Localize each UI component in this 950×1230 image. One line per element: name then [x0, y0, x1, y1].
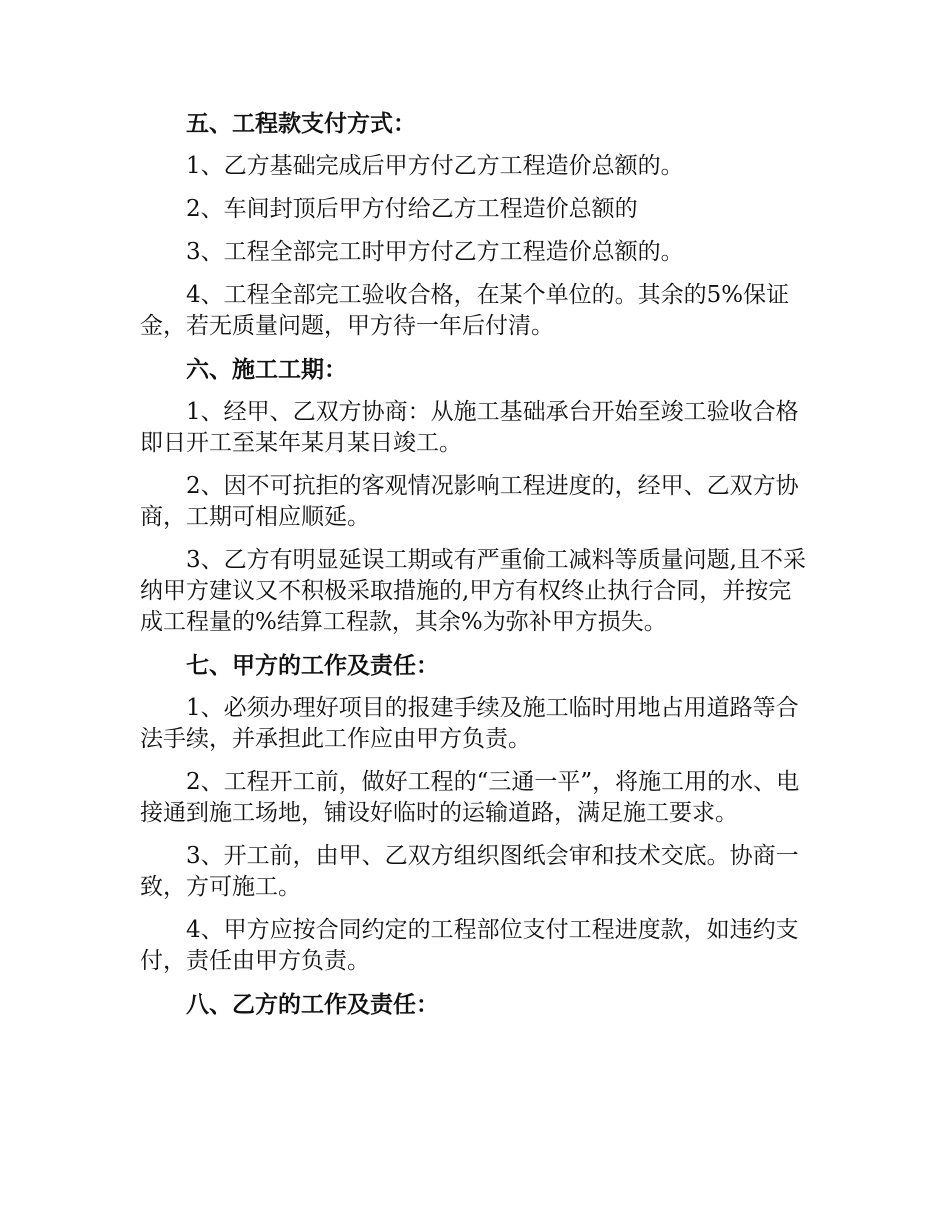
schedule-clause-1: 1、经甲、乙双方协商：从施工基础承台开始至竣工验收合格即日开工至某年某月某日竣工。 — [140, 399, 799, 456]
payment-clause-4: 4、工程全部完工验收合格，在某个单位的。其余的5%保证金，若无质量问题，甲方待一年后付清。 — [140, 282, 790, 339]
section-heading-party-a: 七、甲方的工作及责任： — [186, 652, 439, 679]
party-a-clause-1: 1、必须办理好项目的报建手续及施工临时用地占用道路等合法手续，并承担此工作应由甲方负责。 — [140, 695, 799, 752]
section-heading-schedule: 六、施工工期： — [186, 356, 347, 383]
party-a-clause-3: 3、开工前，由甲、乙双方组织图纸会审和技术交底。协商一致，方可施工。 — [140, 843, 799, 900]
payment-clause-1: 1、乙方基础完成后甲方付乙方工程造价总额的。 — [186, 153, 684, 179]
schedule-clause-3: 3、乙方有明显延误工期或有严重偷工减料等质量问题,且不采纳甲方建议又不积极采取措施的,甲方有权终止执行合同，并按完成工程量的%结算工程款，其余%为弥补甲方损失。 — [140, 547, 806, 635]
document-page — [140, 108, 810, 1032]
payment-clause-2: 2、车间封顶后甲方付给乙方工程造价总额的 — [186, 196, 638, 222]
party-a-clause-4: 4、甲方应按合同约定的工程部位支付工程进度款，如违约支付，责任由甲方负责。 — [140, 917, 799, 974]
schedule-clause-2: 2、因不可抗拒的客观情况影响工程进度的，经甲、乙双方协商，工期可相应顺延。 — [140, 473, 799, 530]
section-heading-party-b: 八、乙方的工作及责任： — [186, 991, 439, 1018]
payment-clause-3: 3、工程全部完工时甲方付乙方工程造价总额的。 — [186, 239, 684, 265]
section-heading-payment: 五、工程款支付方式： — [186, 110, 416, 137]
party-a-clause-2: 2、工程开工前，做好工程的“三通一平”，将施工用的水、电接通到施工场地，铺设好临时的运输道路，满足施工要求。 — [140, 769, 800, 826]
